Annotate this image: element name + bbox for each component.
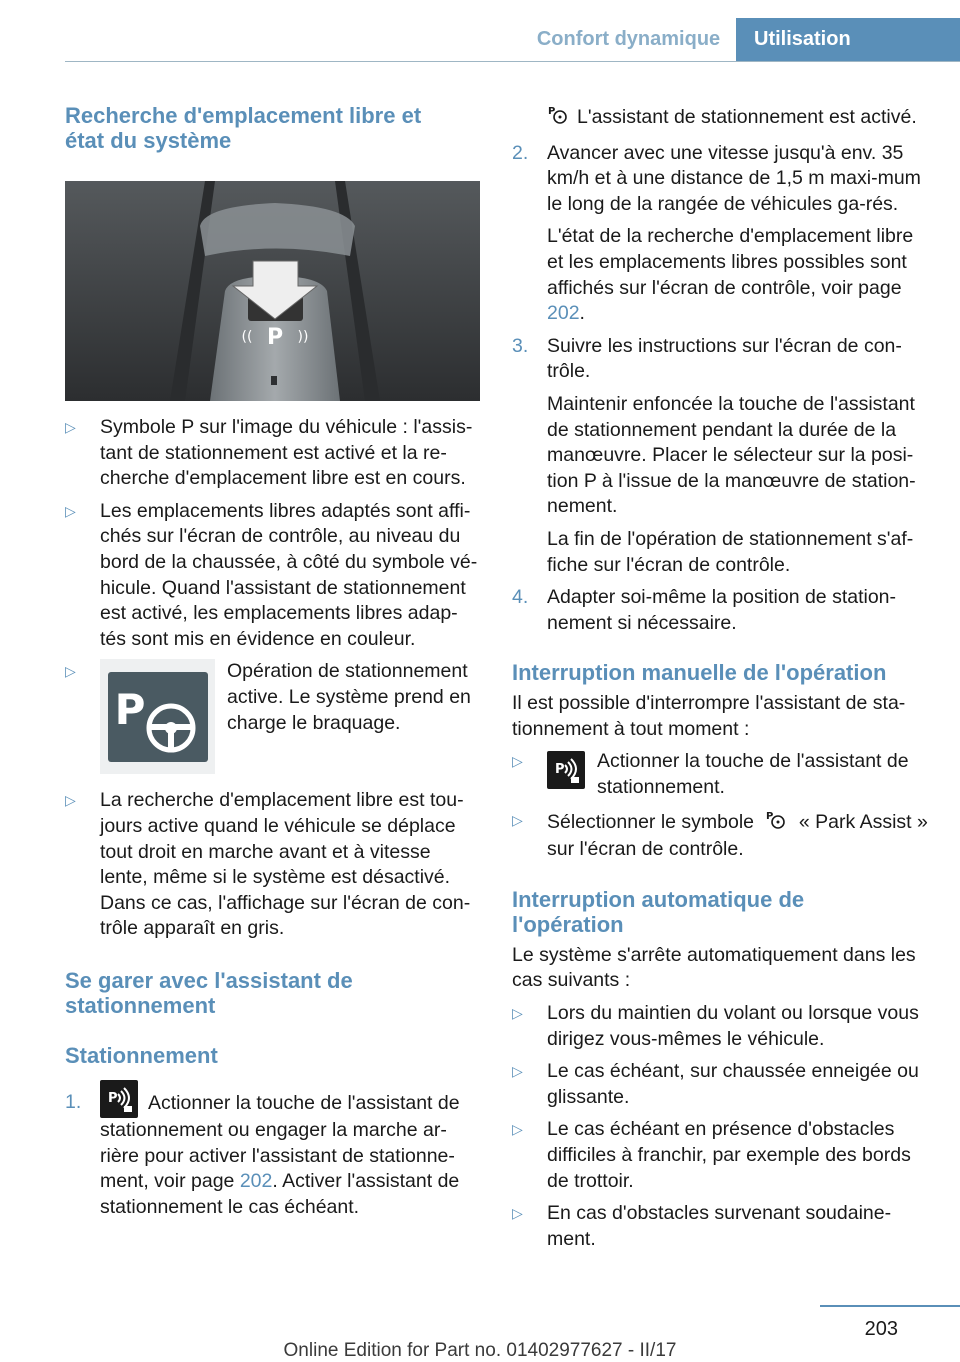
- status-line: P L'assistant de stationnement est activé.: [512, 103, 928, 133]
- page-link-202[interactable]: 202: [239, 1170, 273, 1193]
- heading-recherche: Recherche d'emplacement libre et état du système: [65, 103, 422, 153]
- list-item: ▷ La recherche d'emplacement libre est tou-jours active quand le véhicule se déplace tout droit en marche avant et à vitesse lente, même si le système est désactivé. Dans ce cas, l'affichage sur l'écran de con-trôle apparaît en gris.: [65, 789, 471, 940]
- heading-stationnement: Stationnement: [65, 1042, 218, 1068]
- list-item: ▷ Les emplacements libres adaptés sont affi-chés sur l'écran de contrôle, au niveau du bord de la chaussée, à côté du symbole vé-hicule. Quand l'assistant de stationnement est activé, les emplacements libres adap-tés sont mis en évidence en couleur.: [65, 499, 478, 650]
- car-parking-illustration: [65, 181, 480, 401]
- heading-interruption-manuelle: Interruption manuelle de l'opération: [512, 660, 887, 686]
- list-item: ▷ Symbole P sur l'image du véhicule : l'assis-tant de stationnement est activé et la re-cherche d'emplacement libre est en cours.: [65, 416, 473, 490]
- svg-text:P: P: [766, 810, 774, 822]
- car-display-image: [65, 181, 480, 401]
- list-item: ▷ Lors du maintien du volant ou lorsque vous dirigez vous-mêmes le véhicule.: [512, 1002, 919, 1050]
- step-1: 1. P Actionner la touche de l'assistant de stationnement ou engager la marche ar-rière pour activer l'assistant de stationne-ment, voir page 202. Activer l'assistant de stationnement le cas échéant.: [65, 1090, 480, 1220]
- footer-edition: Online Edition for Part no. 01402977627 - II/17: [283, 1340, 677, 1361]
- triangle-right-icon: ▷: [512, 1063, 523, 1080]
- right-column: P L'assistant de stationnement est activé. 2. Avancer avec une vitesse jusqu'à env. 35 km/h et à une distance de 1,5 m maxi-mum le long de la rangée de véhicules ga-rés. L'état de la recherche d'emplacement libre et les emplacements libres possibles sont affichés sur l'écran de contrôle, voir page 202. 3. Suivre les instructions sur l'écran de con-trôle. Maintenir enfoncée la touche de l'assistant de stationnement pendant la durée de la manœuvre. Placer le sélecteur sur la posi-tion P à l'issue de la manœuvre de station-nement. La fin de l'opération de stationnement s'af-fiche sur l'écran de contrôle. 4. Adapter soi-même la position de station-nement si nécessaire. Interruption manuelle de l'opération Il est possible d'interrompre l'assistant de sta-tionnement à tout moment : ▷ P Actionner la touche de l'assistant de stationnement. ▷ Sélectionner le symbole P « Park Assist » sur l'écran de contrôle. Interruption automatique de l'opération Le système s'arrête automatiquement dans les cas suivants : ▷ Lors du maintien du volant ou lorsque vous dirigez vous-mêmes le véhicule. ▷ Le cas échéant, sur chaussée enneigée ou glissante. ▷ Le cas échéant en présence d'obstacles difficiles à franchir, par exemple des bords de trottoir. ▷ En cas d'obstacles survenant soudaine-ment.: [512, 103, 928, 1252]
- svg-text:)): )): [297, 329, 309, 345]
- svg-text:P: P: [548, 106, 556, 117]
- step-2: 2. Avancer avec une vitesse jusqu'à env. 35 km/h et à une distance de 1,5 m maxi-mum le long de la rangée de véhicules ga-rés. L'état de la recherche d'emplacement libre et les emplacements libres possibles sont affichés sur l'écran de contrôle, voir page 202.: [512, 141, 921, 325]
- header-rule: [65, 61, 960, 62]
- park-assist-icon: [100, 1080, 138, 1118]
- left-column: [65, 103, 480, 1220]
- svg-text:P: P: [555, 762, 565, 778]
- list-item: ▷ En cas d'obstacles survenant soudaine-ment.: [512, 1202, 892, 1250]
- svg-text:((: ((: [241, 329, 253, 345]
- triangle-right-icon: ▷: [512, 1005, 523, 1022]
- triangle-right-icon: ▷: [512, 811, 523, 828]
- step-4: 4. Adapter soi-même la position de station-nement si nécessaire.: [512, 586, 897, 634]
- car-p-symbol: P: [266, 325, 284, 350]
- status-bullets: [65, 415, 480, 942]
- park-assist-small-icon: [765, 808, 787, 838]
- step-3: 3. Suivre les instructions sur l'écran de con-trôle. Maintenir enfoncée la touche de l'assistant de stationnement pendant la durée de la manœuvre. Placer le sélecteur sur la posi-tion P à l'issue de la manœuvre de station-nement. La fin de l'opération de stationnement s'af-fiche sur l'écran de contrôle.: [512, 334, 916, 576]
- triangle-right-icon: ▷: [65, 792, 76, 809]
- footer-rule: [820, 1305, 960, 1307]
- triangle-right-icon: ▷: [65, 663, 76, 680]
- svg-text:P: P: [114, 684, 145, 734]
- auto-bullets: [512, 1001, 928, 1252]
- list-item: ▷ Sélectionner le symbole P « Park Assist » sur l'écran de contrôle.: [512, 808, 928, 863]
- tab-utilisation[interactable]: Utilisation: [736, 18, 960, 61]
- page-number: 203: [864, 1318, 898, 1340]
- park-assist-small-icon: [547, 103, 569, 133]
- triangle-right-icon: ▷: [65, 419, 76, 435]
- svg-text:P: P: [108, 1090, 118, 1106]
- heading-se-garer: Se garer avec l'assistant de stationnement: [65, 967, 353, 1018]
- triangle-right-icon: ▷: [512, 1205, 523, 1222]
- list-item: ▷ P Opération de stationnement active. Le système prend en charge le braquage.: [65, 659, 480, 774]
- triangle-right-icon: ▷: [65, 502, 76, 519]
- tab-confort-dynamique[interactable]: Confort dynamique: [536, 28, 721, 50]
- triangle-right-icon: ▷: [512, 753, 523, 770]
- list-item: ▷ P Actionner la touche de l'assistant de stationnement.: [512, 750, 909, 799]
- list-item: ▷ Le cas échéant en présence d'obstacles difficiles à franchir, par exemple des bords de trottoir.: [512, 1118, 911, 1192]
- list-item: ▷ Le cas échéant, sur chaussée enneigée ou glissante.: [512, 1060, 919, 1108]
- park-steering-icon: [100, 659, 215, 774]
- triangle-right-icon: ▷: [512, 1121, 523, 1138]
- heading-interruption-automatique: Interruption automatique de l'opération: [512, 886, 805, 937]
- page-link-202[interactable]: 202: [547, 302, 580, 325]
- park-assist-icon: [547, 751, 585, 789]
